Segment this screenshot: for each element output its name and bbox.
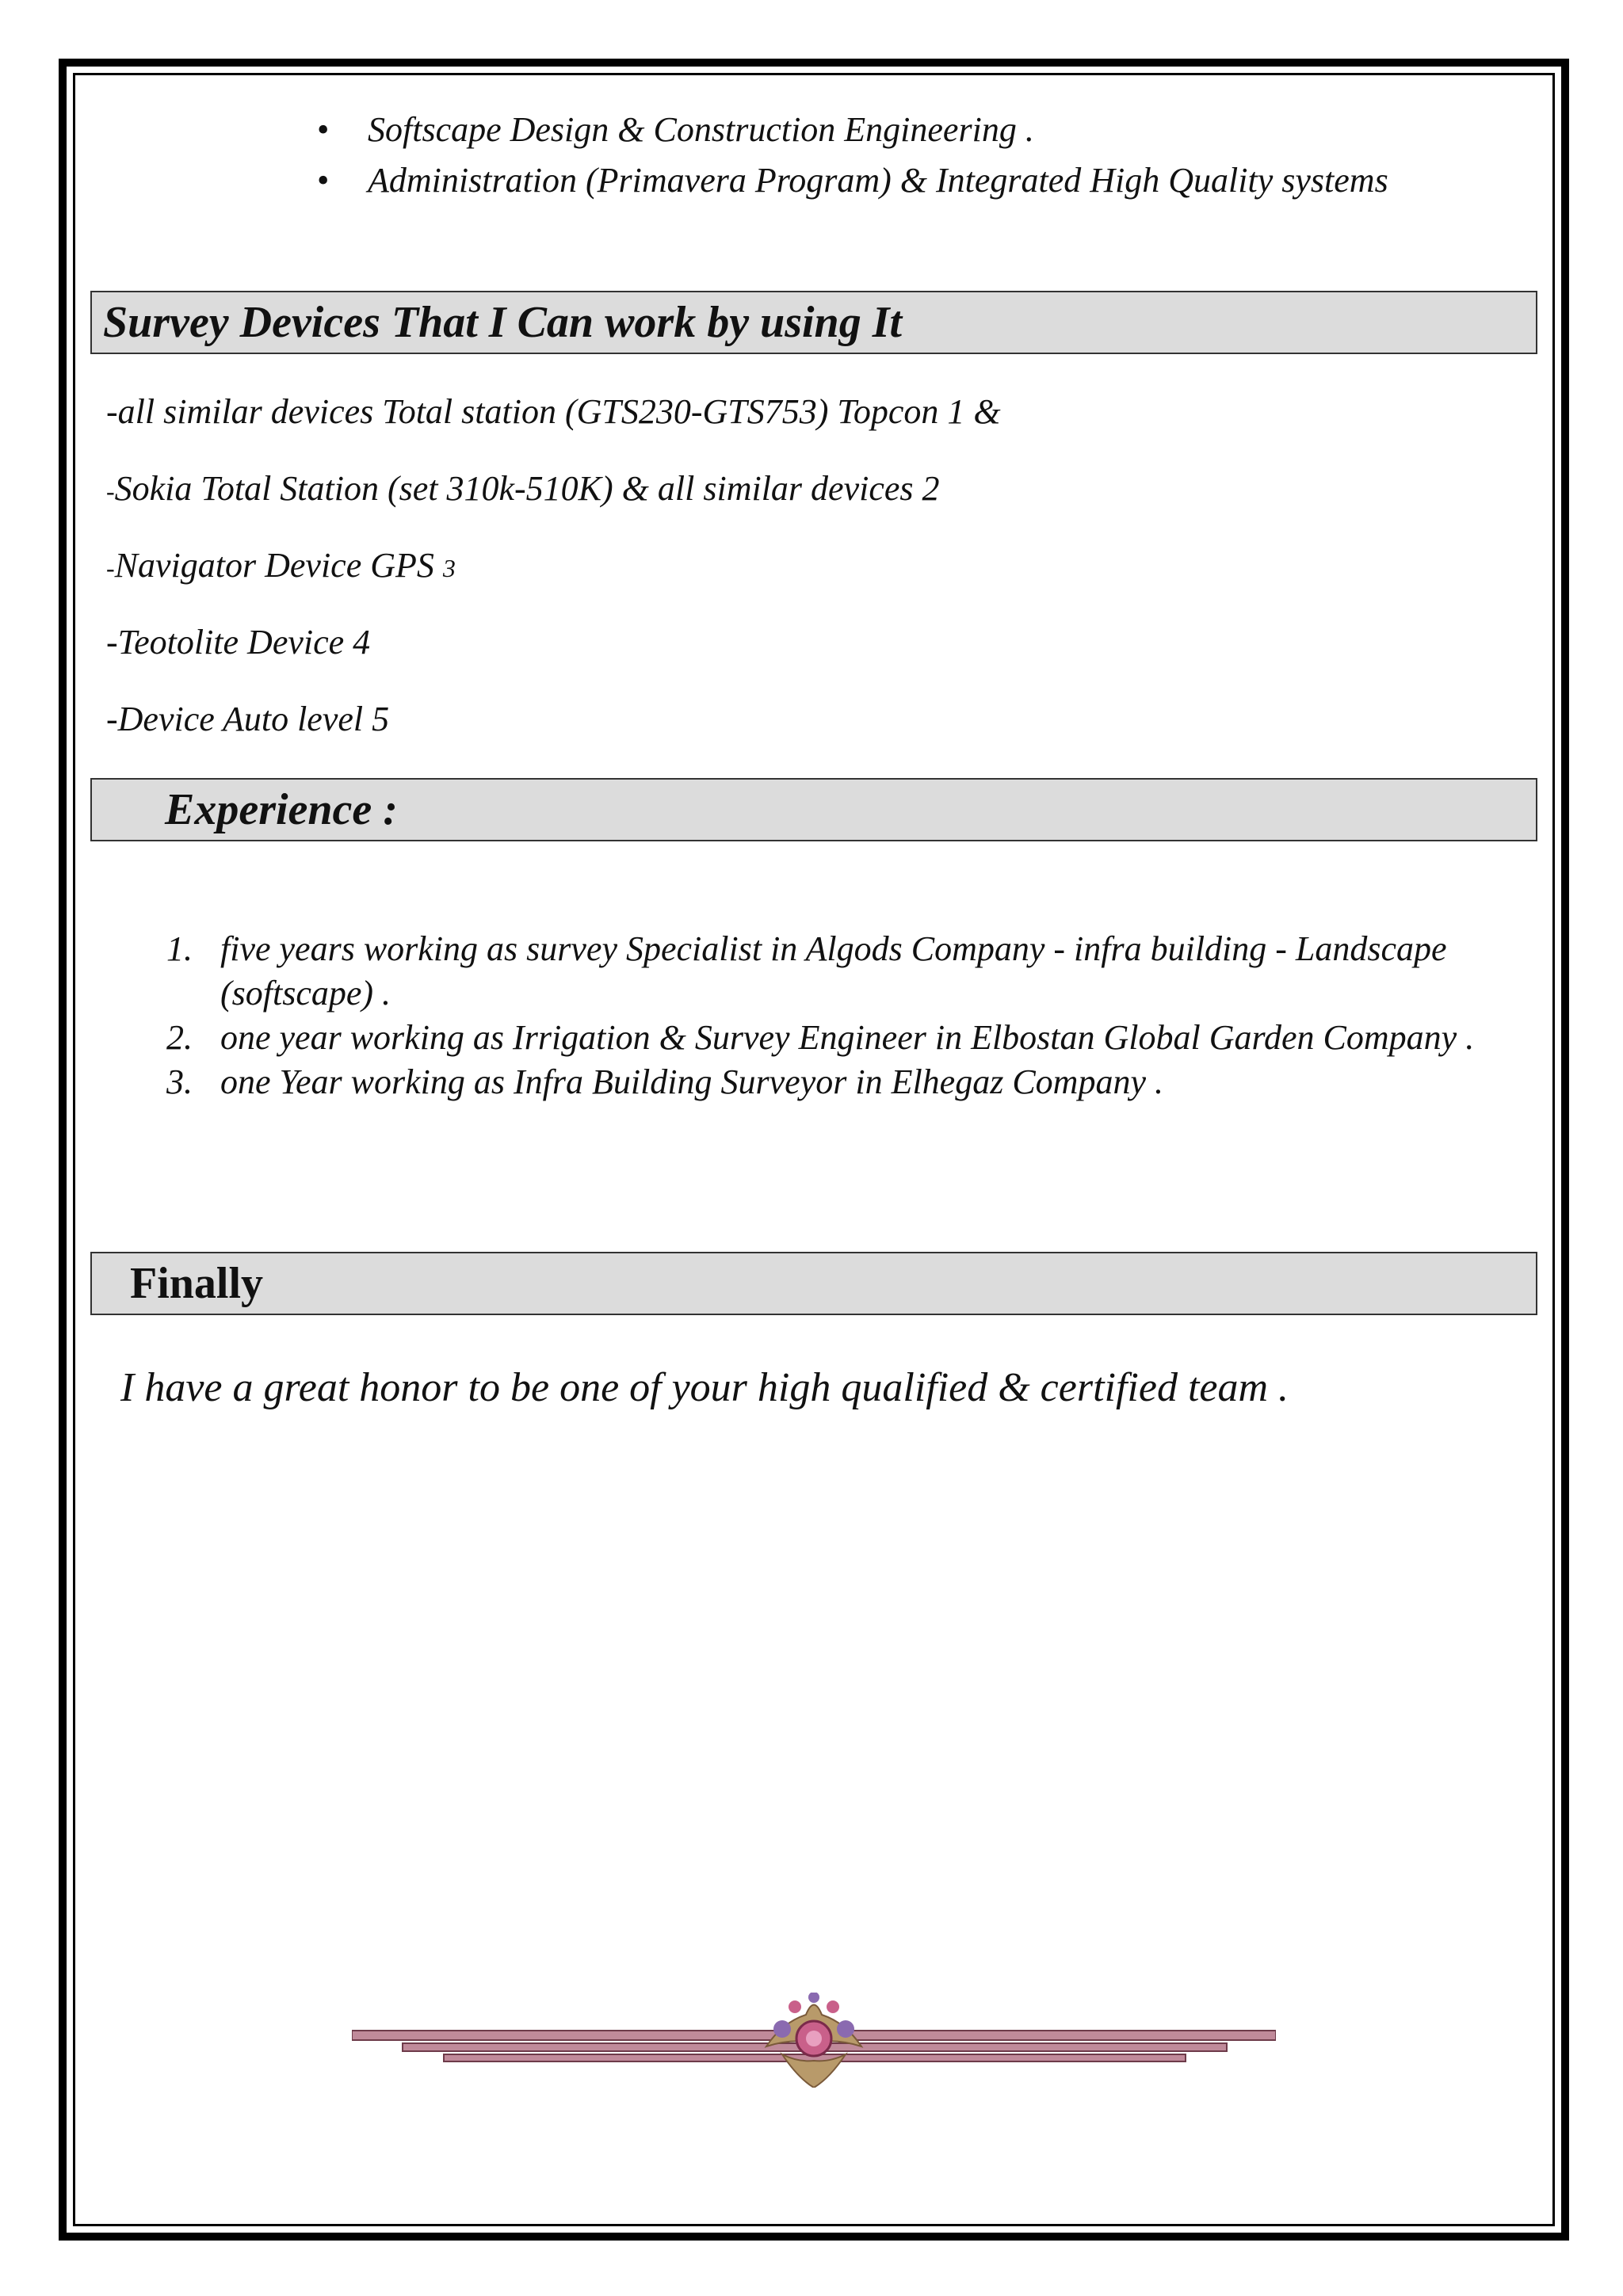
experience-item: 3. one Year working as Infra Building Surveyor in Elhegaz Company . bbox=[166, 1062, 1163, 1101]
device-line: -Teotolite Device 4 bbox=[106, 623, 371, 662]
section-title: Experience : bbox=[165, 785, 398, 834]
device-line: -all similar devices Total station (GTS230-GTS753) Topcon 1 & bbox=[106, 392, 1001, 431]
device-line: -Device Auto level 5 bbox=[106, 700, 390, 738]
closing-statement: I have a great honor to be one of your high qualified & certified team . bbox=[120, 1365, 1289, 1410]
bullet-item: • Administration (Primavera Program) & Integrated High Quality systems bbox=[317, 155, 1388, 206]
skills-bullet-list bbox=[317, 105, 1388, 206]
experience-heading bbox=[90, 778, 1537, 841]
experience-list bbox=[166, 927, 1514, 1104]
experience-item: 1. five years working as survey Specialist in Algods Company - infra building - Landscape (softscape) . bbox=[166, 929, 1447, 1013]
bullet-item: • Softscape Design & Construction Engineering . bbox=[317, 105, 1388, 155]
device-line: -Sokia Total Station (set 310k-510K) & all similar devices 2 bbox=[106, 469, 940, 508]
floral-ornament-divider-icon bbox=[352, 1993, 1276, 2088]
section-title: Finally bbox=[130, 1259, 264, 1308]
device-line: -Navigator Device GPS 3 bbox=[106, 546, 456, 585]
survey-devices-heading bbox=[90, 291, 1537, 354]
section-title: Survey Devices That I Can work by using It bbox=[103, 298, 903, 347]
experience-item: 2. one year working as Irrigation & Survey Engineer in Elbostan Global Garden Company . bbox=[166, 1018, 1475, 1057]
finally-heading bbox=[90, 1252, 1537, 1315]
